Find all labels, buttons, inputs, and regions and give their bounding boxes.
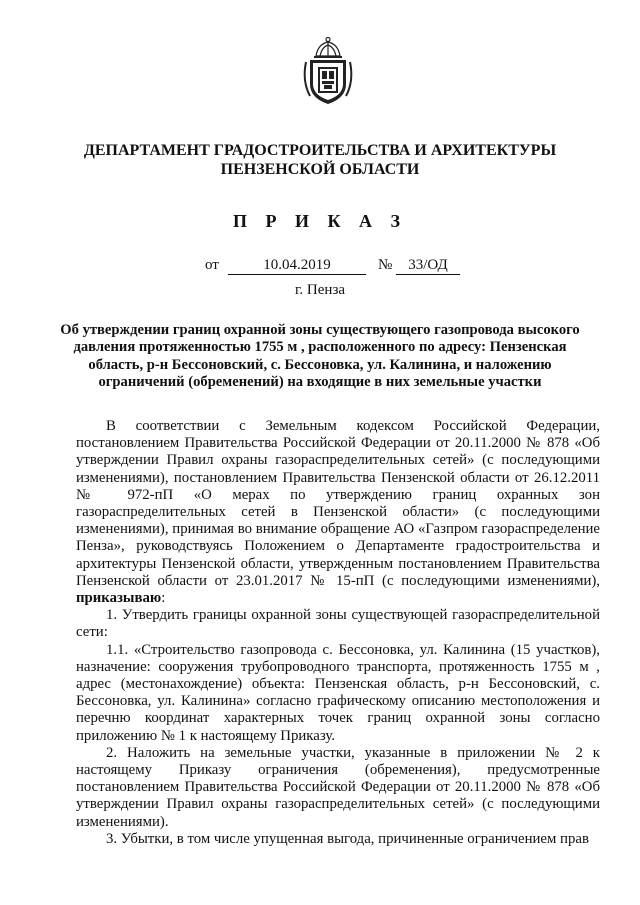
order-subject: Об утверждении границ охранной зоны существующего газопровода высокого давления протяженностью 1755 м , расположенного по адресу: Пензенская область, р-н Бессоновский, с. Бессоновка, ул. Калинина, и наложению ограничений (обременений) на входящие в них земельные участки (60, 322, 580, 390)
preamble-end: : (161, 590, 166, 607)
item-1-paragraph: 1. Утвердить границы охранной зоны существующей газораспределительной сети: (76, 607, 600, 641)
city-name: г. Пенза (294, 282, 346, 298)
number-label: № (378, 257, 393, 273)
coat-of-arms-svg (296, 36, 360, 106)
item-1-1-paragraph: 1.1. «Строительство газопровода с. Бессоновка, ул. Калинина (15 участков), назначение: сооружения трубопроводного транспорта, протяженность 1755 м , адрес (местонахождение) объекта: Пензенская область, р-н Бессоновский, с. Бессоновка, ул. Калинина» согласно графическому описанию местоположения и перечню координат характерных точек границ охранной зоны согласно приложению № 1 к настоящему Приказу. (76, 641, 600, 744)
preamble-paragraph (76, 418, 600, 607)
date-label: от (205, 257, 219, 273)
order-verb: приказываю (76, 590, 162, 607)
department-name-line2: ПЕНЗЕНСКОЙ ОБЛАСТИ (220, 161, 420, 178)
department-name-line1: ДЕПАРТАМЕНТ ГРАДОСТРОИТЕЛЬСТВА И АРХИТЕКТУРЫ (83, 142, 557, 159)
order-date: 10.04.2019 (228, 256, 366, 275)
coat-of-arms-icon (296, 36, 360, 106)
preamble-text: В соответствии с Земельным кодексом Российской Федерации, постановлением Правительства Российской Федерации от 20.11.2000 № 878 «Об утверждении Правил охраны газораспределительных сетей» (с последующими изменениями), постановлением Правительства Пензенской области от 26.12.2011 № 972-пП «О мерах по утверждению границ охранных зон газораспределительных сетей в Пензенской области» (с последующими изменениями), принимая во внимание обращение АО «Газпром газораспределение Пенза», руководствуясь Положением о Департаменте градостроительства и архитектуры Пензенской области, утвержденным постановлением Правительства Пензенской области от 23.01.2017 № 15-пП (с последующими изменениями), (76, 418, 600, 589)
order-body (76, 418, 600, 848)
document-title: П Р И К А З (232, 211, 408, 231)
order-number: 33/ОД (396, 256, 460, 275)
item-3-paragraph: 3. Убытки, в том числе упущенная выгода, причиненные ограничением прав (106, 830, 589, 847)
item-2-paragraph: 2. Наложить на земельные участки, указанные в приложении № 2 к настоящему Приказу ограничения (обременения), предусмотренные постановлением Правительства Российской Федерации от 20.11.2000 № 878 «Об утверждении Правил охраны газораспределительных сетей» (с последующими изменениями). (76, 744, 600, 830)
